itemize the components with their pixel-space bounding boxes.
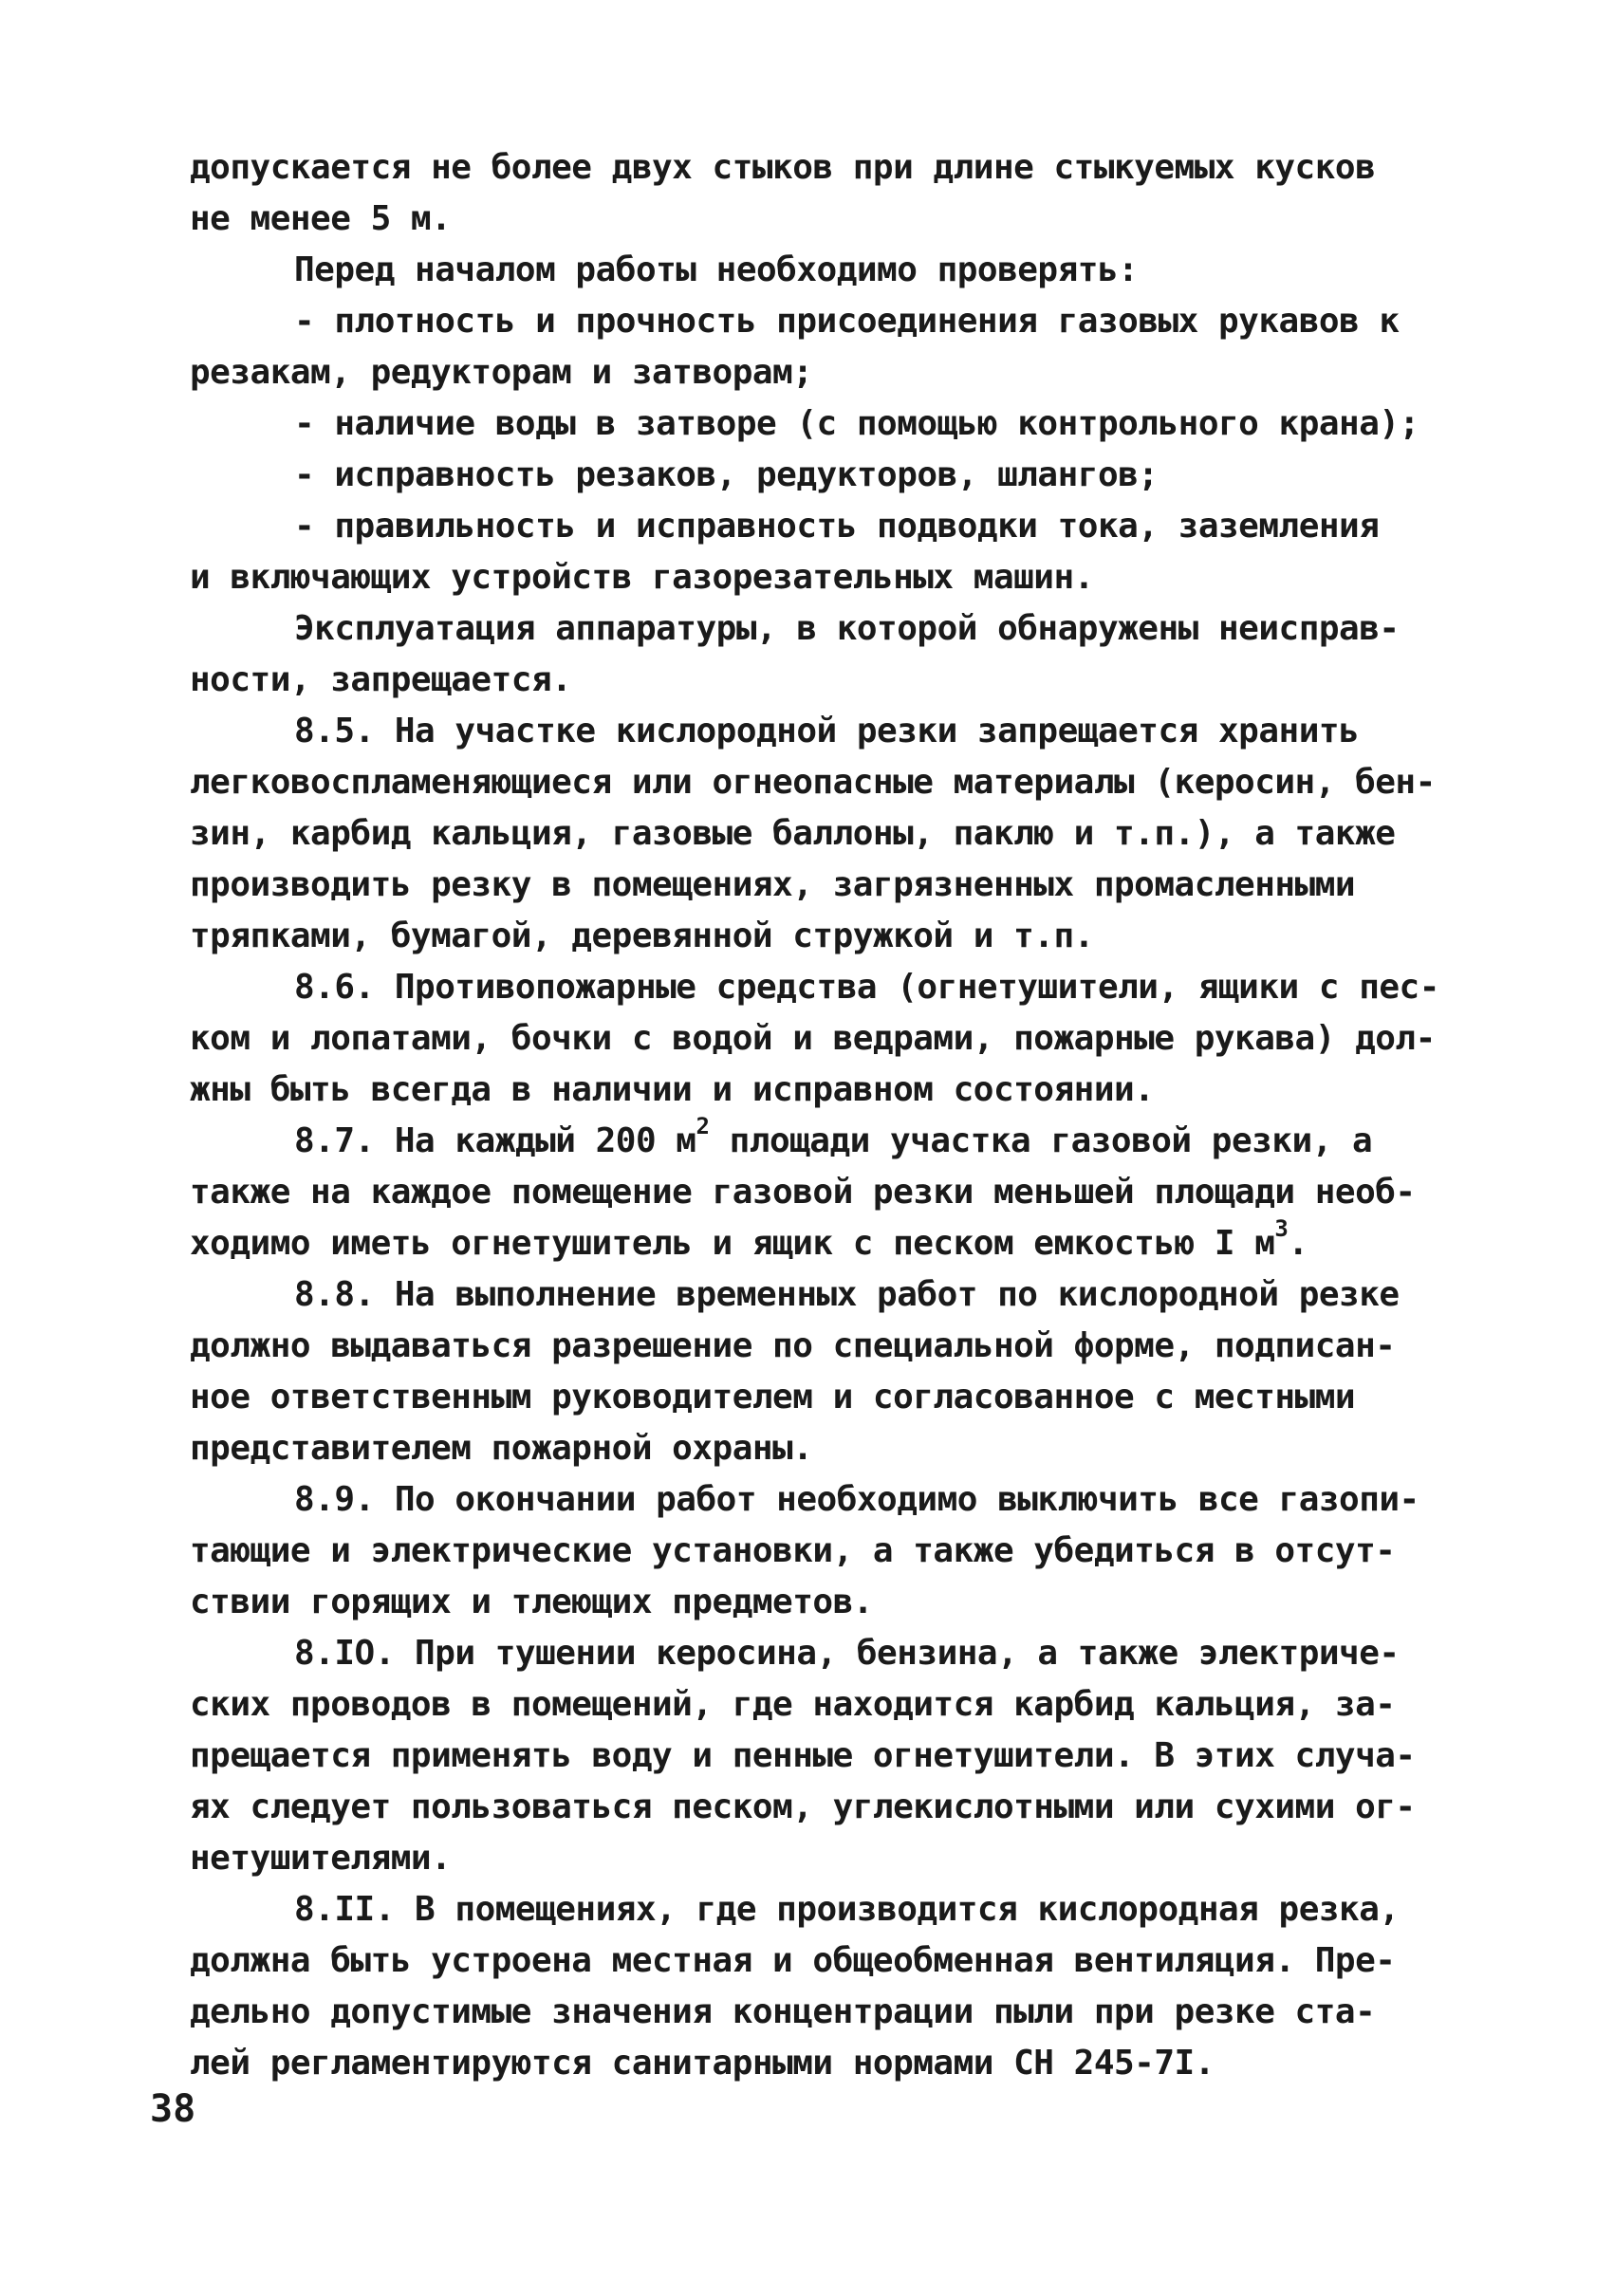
text-line: производить резку в помещениях, загрязненных промасленными xyxy=(190,865,1356,904)
text-block-a xyxy=(190,142,1452,1116)
text-line: зин, карбид кальция, газовые баллоны, паклю и т.п.), а также xyxy=(190,814,1396,853)
superscript-2: 2 xyxy=(696,1113,710,1139)
text-line: 8.8. На выполнение временных работ по кислородной резке xyxy=(294,1275,1400,1314)
text-line xyxy=(190,1113,1452,1167)
page-number: 38 xyxy=(150,2087,196,2131)
text-line: лей регламентируются санитарными нормами СН 245-7I. xyxy=(190,2044,1215,2083)
text-line: - наличие воды в затворе (с помощью контрольного крана); xyxy=(294,404,1419,443)
text-line: жны быть всегда в наличии и исправном состоянии. xyxy=(190,1070,1155,1109)
text-line: тающие и электрические установки, а также убедиться в отсут- xyxy=(190,1531,1396,1570)
text-line xyxy=(190,1215,1452,1269)
text-line: ских проводов в помещений, где находится карбид кальция, за- xyxy=(190,1685,1396,1724)
text-line: представителем пожарной охраны. xyxy=(190,1429,813,1468)
document-body xyxy=(190,142,1452,2089)
line-87c-end: . xyxy=(1288,1224,1308,1263)
text-line: ности, запрещается. xyxy=(190,660,572,699)
text-line: не менее 5 м. xyxy=(190,199,452,238)
text-line: - правильность и исправность подводки тока, заземления xyxy=(294,507,1380,546)
text-line: допускается не более двух стыков при длине стыкуемых кусков xyxy=(190,148,1376,187)
text-line: легковоспламеняющиеся или огнеопасные материалы (керосин, бен- xyxy=(190,763,1436,802)
text-line: должно выдаваться разрешение по специальной форме, подписан- xyxy=(190,1326,1396,1365)
text-line: 8.II. В помещениях, где производится кислородная резка, xyxy=(294,1890,1400,1929)
line-87-start: 8.7. На каждый 200 м xyxy=(294,1121,696,1160)
text-line: Перед началом работы необходимо проверять: xyxy=(294,250,1139,289)
text-line: - исправность резаков, редукторов, шлангов; xyxy=(294,455,1159,494)
line-87-end: площади участка газовой резки, а xyxy=(709,1121,1373,1160)
text-line: 8.IO. При тушении керосина, бензина, а также электриче- xyxy=(294,1634,1400,1673)
text-line: ком и лопатами, бочки с водой и ведрами, пожарные рукава) дол- xyxy=(190,1019,1436,1058)
text-line: ное ответственным руководителем и согласованное с местными xyxy=(190,1378,1356,1416)
text-line: 8.9. По окончании работ необходимо выключить все газопи- xyxy=(294,1480,1419,1519)
text-line: ях следует пользоваться песком, углекислотными или сухими ог- xyxy=(190,1787,1416,1826)
superscript-3: 3 xyxy=(1274,1215,1289,1242)
text-line: 8.5. На участке кислородной резки запрещается хранить xyxy=(294,712,1360,750)
text-block-b xyxy=(190,1269,1452,2089)
text-line: и включающих устройств газорезательных машин. xyxy=(190,558,1094,597)
text-line: 8.6. Противопожарные средства (огнетушители, ящики с пес- xyxy=(294,968,1439,1007)
text-line: - плотность и прочность присоединения газовых рукавов к xyxy=(294,302,1400,341)
text-line: Эксплуатация аппаратуры, в которой обнаружены неисправ- xyxy=(294,609,1400,648)
text-line: прещается применять воду и пенные огнетушители. В этих случа- xyxy=(190,1736,1416,1775)
text-line: дельно допустимые значения концентрации пыли при резке ста- xyxy=(190,1992,1376,2031)
line-87c-start: ходимо иметь огнетушитель и ящик с песком емкостью I м xyxy=(190,1224,1275,1263)
text-line: резакам, редукторам и затворам; xyxy=(190,353,813,392)
text-line: также на каждое помещение газовой резки меньшей площади необ- xyxy=(190,1173,1416,1212)
text-line: нетушителями. xyxy=(190,1839,452,1878)
text-line: тряпками, бумагой, деревянной стружкой и т.п. xyxy=(190,917,1094,955)
text-line: должна быть устроена местная и общеобменная вентиляция. Пре- xyxy=(190,1941,1396,1980)
text-line: ствии горящих и тлеющих предметов. xyxy=(190,1583,873,1621)
